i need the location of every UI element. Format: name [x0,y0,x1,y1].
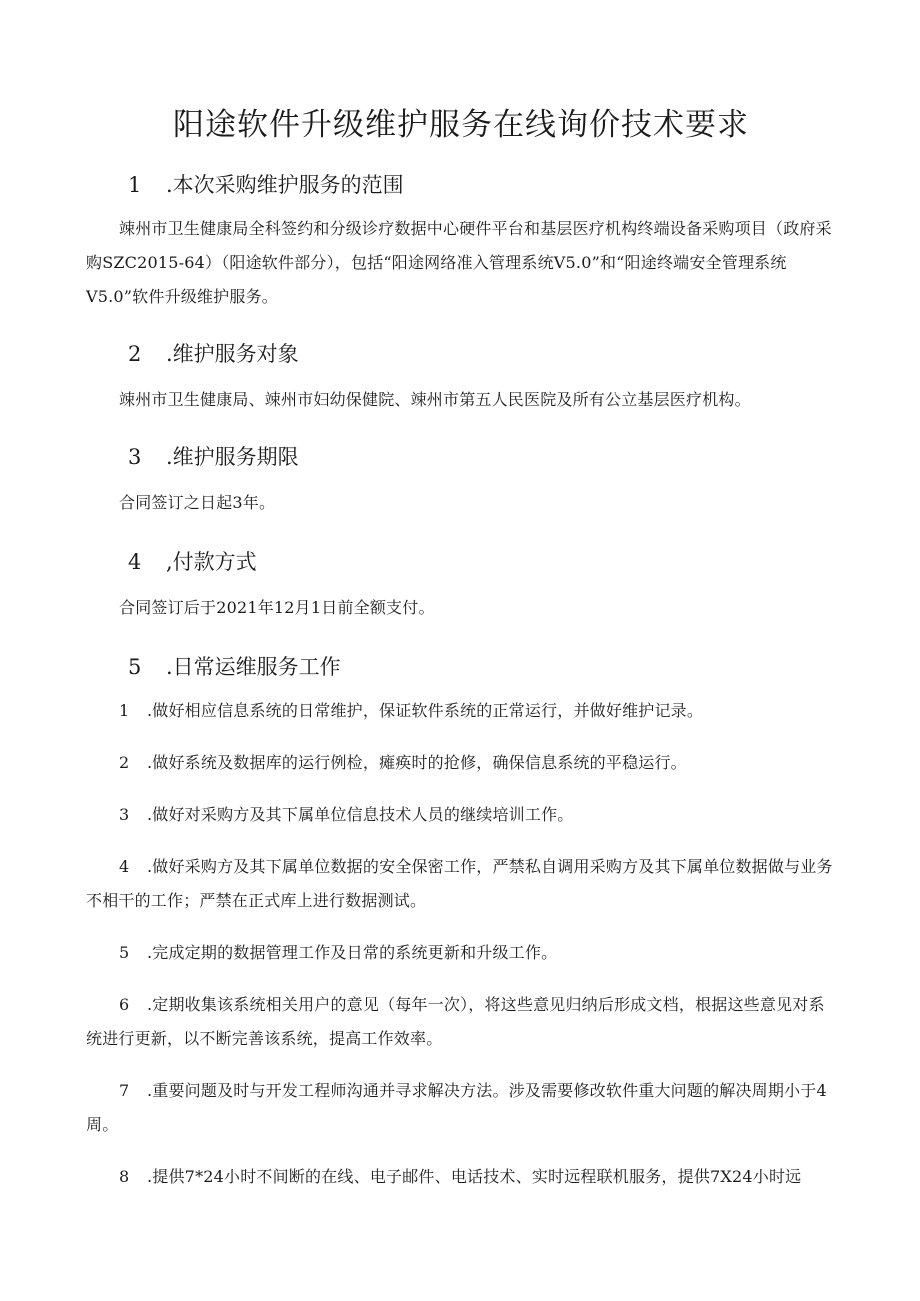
list-item [86,694,836,728]
list-item [86,1160,836,1194]
section-number: 4 [128,550,142,574]
list-item-text: .完成定期的数据管理工作及日常的系统更新和升级工作。 [147,943,558,962]
section-heading-period [86,442,836,472]
list-item [86,936,836,970]
section-heading-text: .维护服务对象 [166,342,299,366]
section-paragraph-targets: 竦州市卫生健康局、竦州市妇幼保健院、竦州市第五人民医院及所有公立基层医疗机构。 [119,390,751,409]
section-heading-text: .本次采购维护服务的范围 [166,173,404,197]
list-item [86,746,836,780]
list-item-number: 2 [119,753,130,772]
section-heading-targets [86,339,836,369]
list-item-number: 3 [119,805,130,824]
list-item-number: 4 [119,857,130,876]
list-item-number: 5 [119,943,130,962]
list-item-number: 6 [119,995,130,1014]
list-item [86,988,836,1056]
list-item-number: 1 [119,701,130,720]
section-heading-payment [86,547,836,577]
section-paragraph-payment: 合同签订后于2021年12月1日前全额支付。 [119,598,435,617]
section-heading-scope [86,170,836,200]
section-paragraph-period: 合同签订之日起3年。 [119,493,276,512]
list-item-text: .提供7*24小时不间断的在线、电子邮件、电话技术、实时远程联机服务，提供7X24小时远 [147,1167,802,1186]
list-item-text: .重要问题及时与开发工程师沟通并寻求解决方法。涉及需要修改软件重大问题的解决周期小于4周。 [86,1081,827,1134]
section-heading-daily-ops [86,652,836,682]
section-number: 3 [128,445,142,469]
document-title: 阳途软件升级维护服务在线询价技术要求 [173,107,749,143]
list-item-number: 7 [119,1081,130,1100]
list-item [86,798,836,832]
list-item [86,850,836,918]
section-paragraph-scope: 竦州市卫生健康局全科签约和分级诊疗数据中心硬件平台和基层医疗机构终端设备采购项目（政府采购SZC2015-64）（阳途软件部分），包括“阳途网络准入管理系统V5.0”和“阳途终端安全管理系统V5.0”软件升级维护服务。 [86,219,832,306]
list-item-text: .做好系统及数据库的运行例检，瘫痪时的抢修，确保信息系统的平稳运行。 [147,753,687,772]
list-item-text: .做好对采购方及其下属单位信息技术人员的继续培训工作。 [147,805,574,824]
list-item-text: .做好采购方及其下属单位数据的安全保密工作，严禁私自调用采购方及其下属单位数据做与业务不相干的工作；严禁在正式库上进行数据测试。 [86,857,833,910]
section-heading-text: .日常运维服务工作 [166,655,341,679]
section-number: 5 [128,655,142,679]
section-heading-text: ,付款方式 [166,550,257,574]
section-heading-text: .维护服务期限 [166,445,299,469]
list-item-number: 8 [119,1167,130,1186]
list-item-text: .定期收集该系统相关用户的意见（每年一次），将这些意见归纳后形成文档，根据这些意见对系统进行更新，以不断完善该系统，提高工作效率。 [86,995,825,1048]
list-item-text: .做好相应信息系统的日常维护，保证软件系统的正常运行，并做好维护记录。 [147,701,704,720]
section-number: 1 [128,173,142,197]
section-number: 2 [128,342,142,366]
list-item [86,1074,836,1142]
